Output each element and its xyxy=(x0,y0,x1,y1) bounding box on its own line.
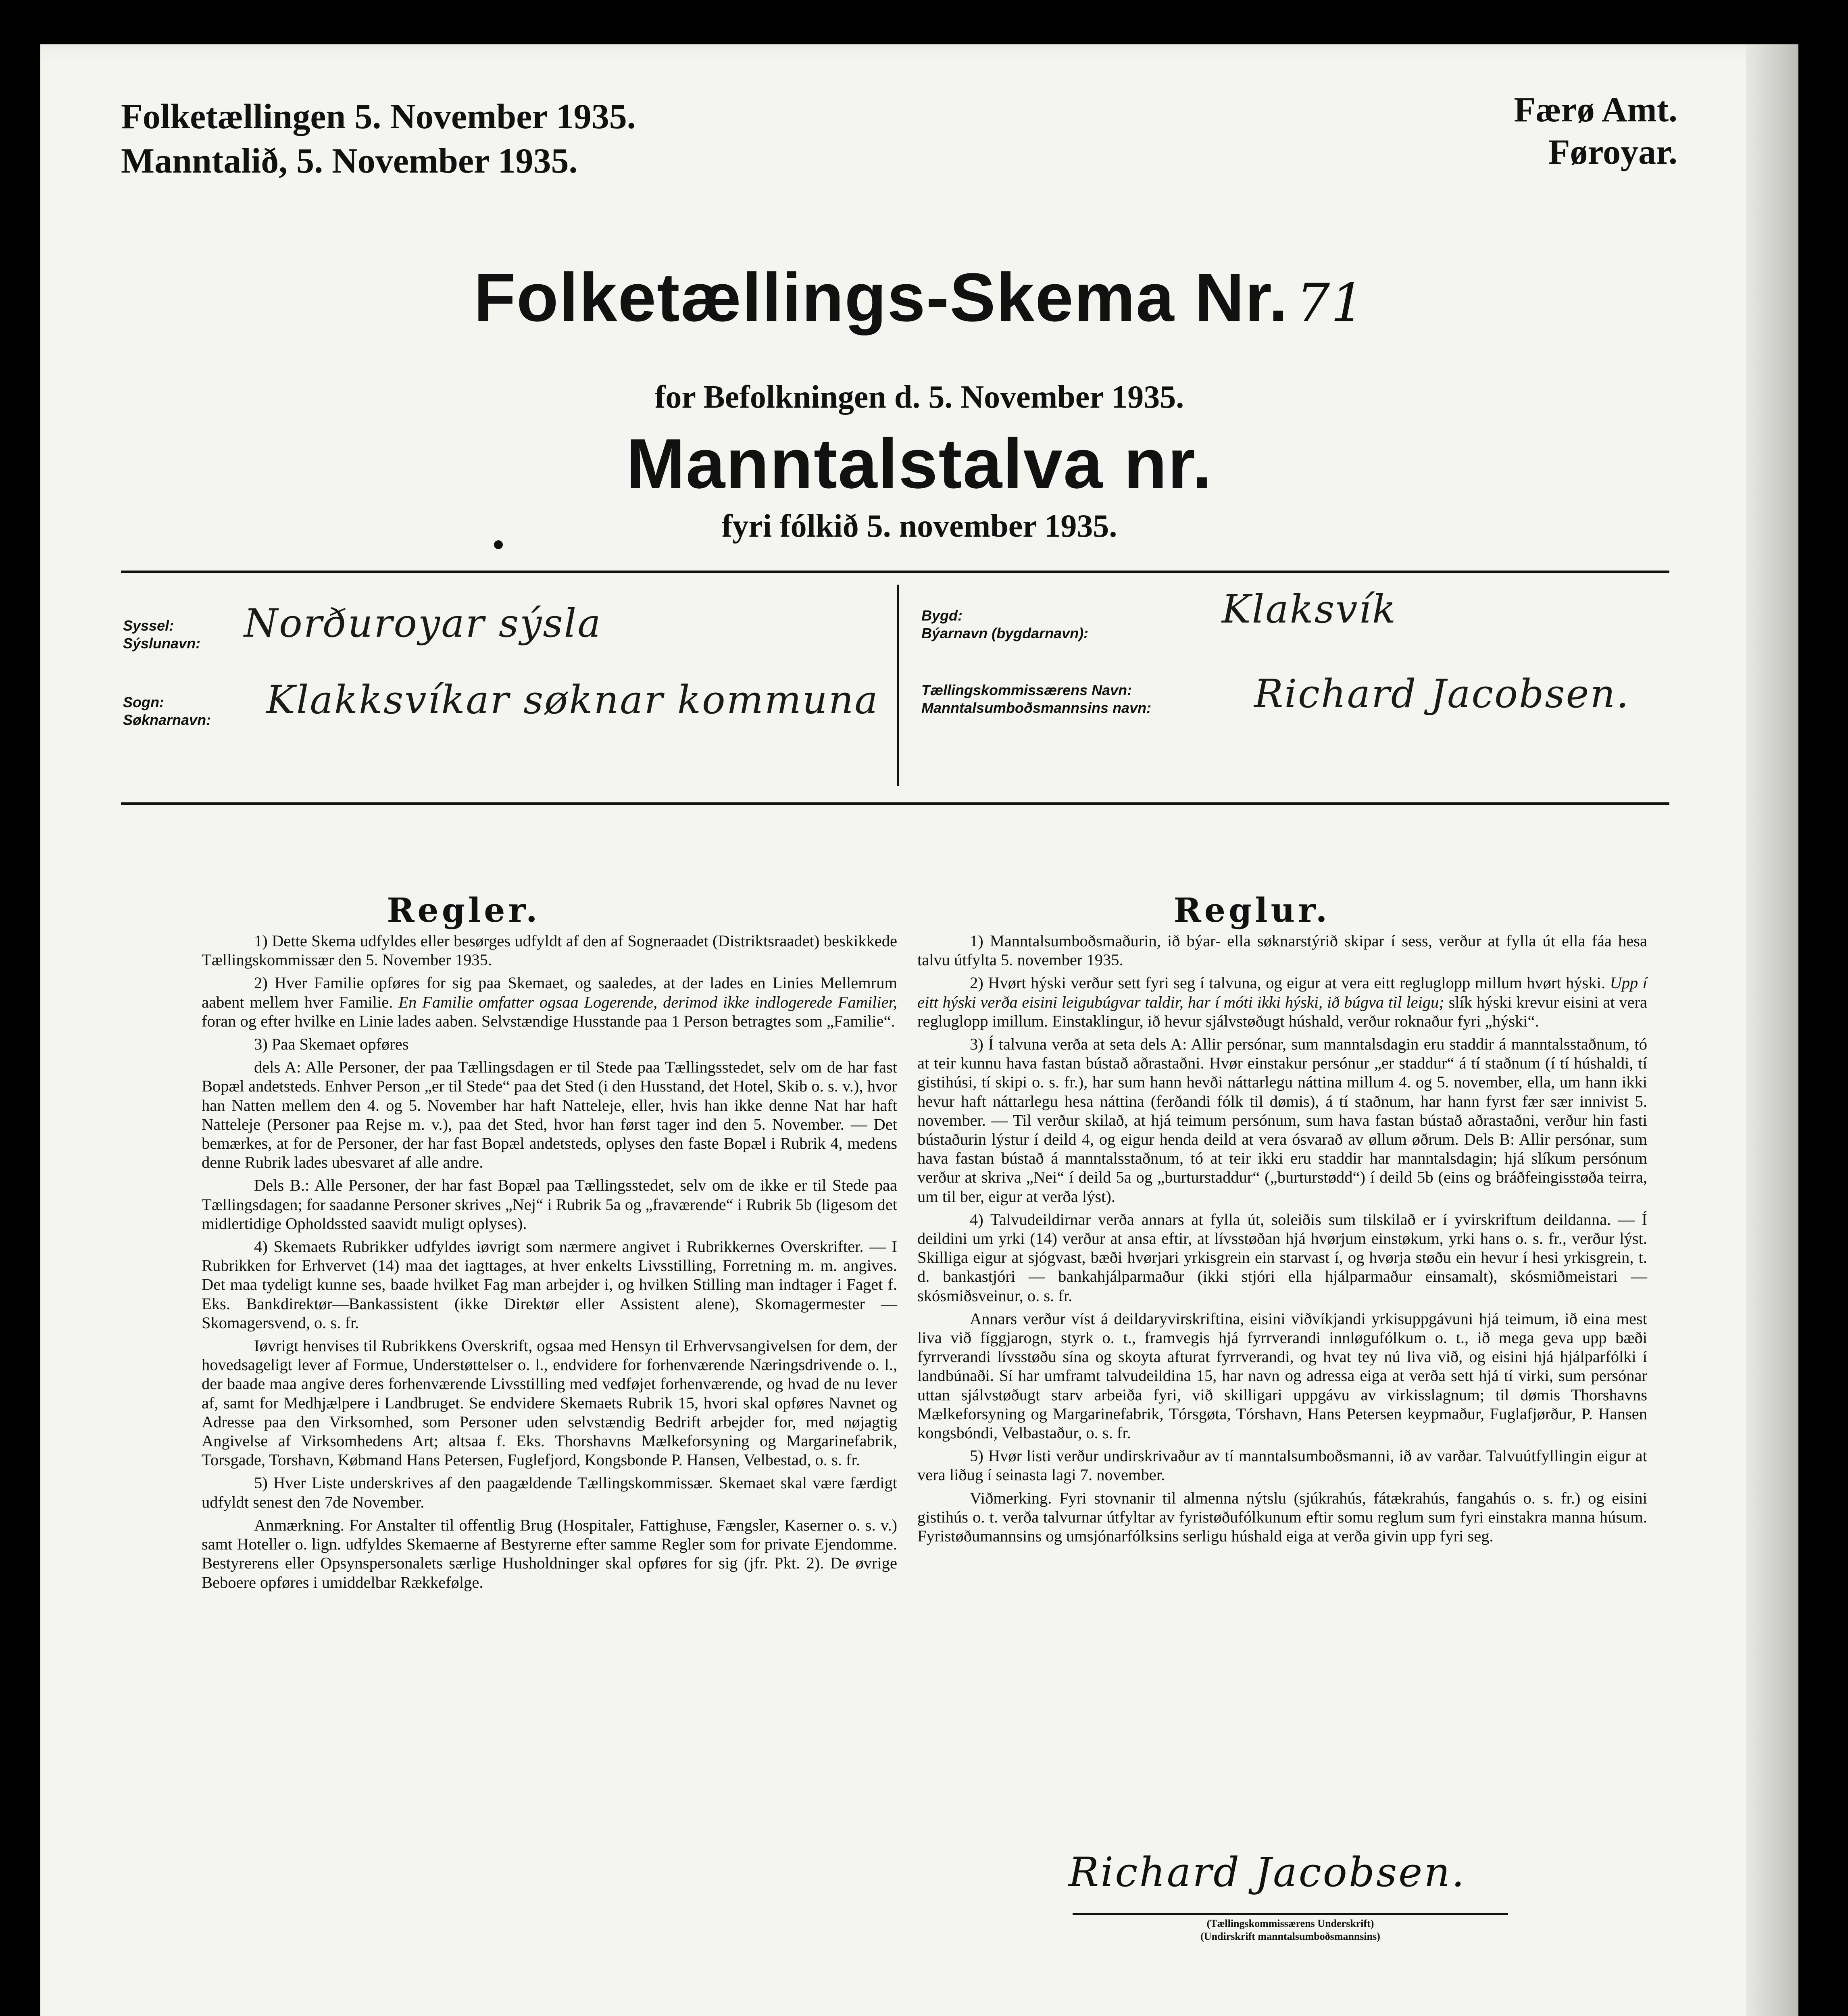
regler-p4: 4) Skemaets Rubrikker udfyldes iøvrigt som nærmere angivet i Rubrikkernes Overskrifter. — I Rubrikken for Erhvervet (14) maa det iagttages, at hver enkelts Livsstilling, Forretning m. m. angives. Det maa tydeligt kunne ses, baade hvilket Fag man arbejder i, og hvilken Stilling man indtager i Faget f. Eks. Bankdirektør—Bankassistent (ikke Direktør eller Assistent alene), Skomagermester — Skomagersvend, o. s. fr. xyxy=(202,1237,897,1332)
regler-p6: Anmærkning. For Anstalter til offentlig Brug (Hospitaler, Fattighuse, Fængsler, Kaserner o. s. v.) samt Hoteller o. lign. udfyldes Skemaerne af Bestyrerne efter samme Regler som for private Ejendomme. Bestyrerens eller Opsynspersonalets særlige Husholdninger skal opføres for sig (jfr. Pkt. 2). De øvrige Beboere opføres i umiddelbar Rækkefølge. xyxy=(202,1516,897,1591)
signature-handwritten: Richard Jacobsen. xyxy=(1069,1849,1466,1896)
sogn-label-fo: Søknarnavn: xyxy=(123,712,211,728)
reglur-p1: 1) Manntalsumboðsmaðurin, ið býar- ella søknarstýrið skipar í sess, verður at fylla út ella fáa hesa talvu útfylta 5. november 1935. xyxy=(917,932,1647,969)
header-right-line1: Færø Amt. xyxy=(1514,90,1677,129)
form-title-danish xyxy=(40,258,1798,337)
bygd-value: Klaksvík xyxy=(1222,587,1397,632)
regler-column xyxy=(202,931,897,1596)
sogn-label xyxy=(123,694,211,729)
reglur-p2a: 2) Hvørt hýski verður sett fyri seg í talvuna, og eigur at vera eitt regluglopp millum hvørt hýski. xyxy=(970,974,1606,992)
header-left xyxy=(121,95,636,183)
syssel-label-fo: Sýslunavn: xyxy=(123,635,201,652)
header-right xyxy=(1514,89,1677,173)
syssel-label-da: Syssel: xyxy=(123,617,174,634)
reglur-p2c: slík hýski krevur eisini at vera regluglopp imillum. Einstaklingur, ið hevur sjálvstøðugt húshald, verður roknaður fyri „hýski“. xyxy=(917,993,1648,1030)
signature-line xyxy=(1073,1913,1508,1915)
regler-p1: 1) Dette Skema udfyldes eller besørges udfyldt af den af Sogneraadet (Distriktsraadet) beskikkede Tællingskommissær den 5. November 1935. xyxy=(202,932,897,969)
census-form-page xyxy=(40,44,1798,2016)
kommissaer-label-fo: Manntalsumboðsmannsins navn: xyxy=(921,700,1152,716)
signature-caption xyxy=(1073,1917,1508,1943)
regler-p2a: 2) Hver Familie opføres for sig paa Skemaet, og saaledes, at der lades en Linies Mellemrum aabent mellem hver Familie. xyxy=(202,974,897,1011)
form-title-faroese: Manntalstalva nr. xyxy=(626,425,1213,503)
bygd-label-da: Bygd: xyxy=(921,607,963,624)
regler-heading: Regler. xyxy=(387,891,541,930)
header-left-line1: Folketællingen 5. November 1935. xyxy=(121,97,636,136)
header-right-line2: Føroyar. xyxy=(1548,133,1677,172)
regler-p4b: Iøvrigt henvises til Rubrikkens Overskrift, ogsaa med Hensyn til Erhvervsangivelsen for dem, der hovedsageligt lever af Formue, Understøttelser o. l., endvidere for forhenværende Næringsdrivende o. l., der baade maa angive deres forhenværende Livsstilling med vedføjet forhenværende, og hvad de nu lever af, samt for Medhjælpere i Landbruget. Se endvidere Skemaets Rubrik 15, hvori skal opføres Navnet og Adresse paa den Virksomhed, som Personer uden selvstændig Bedrift arbejder for, med nøjagtig Angivelse af Virksomhedens Art; altsaa f. Eks. Thorshavns Mælkeforsyning og Margarinefabrik, Torsgade, Torshavn, Købmand Hans Petersen, Fuglefjord, Kongsbonde P. Hansen, Velbestad, o. s. fr. xyxy=(202,1337,897,1469)
reglur-p2b: Upp í eitt hýski verða eisini leigubúgvar taldir, har í móti ikki hýski, ið búgva til leigu; xyxy=(917,974,1648,1011)
regler-p2 xyxy=(202,973,897,1031)
syssel-value: Norðuroyar sýsla xyxy=(244,601,602,646)
form-title-danish-text: Folketællings-Skema Nr. xyxy=(474,259,1289,336)
reglur-p4: 4) Talvudeildirnar verða annars at fylla út, soleiðis sum tilskilað er í yvirskriftum deildanna. — Í deildini um yrki (14) verður at ansa eftir, at lívsstøðan hjá hvørjum einstøkum, yrki hans o. s. fr., verður lýst. Skilliga eigur at sjógvast, bæði hvørjari yrkisgrein ein starvast í, og hvørja støðu ein hevur í hesi yrkisgrein, t. d. bankastjóri — bankahjálparmaður (ikki stjóri ella hjálparmaður einsamalt), skósmiðmeistari — skósmiðsveinur, o. s. fr. xyxy=(917,1210,1647,1305)
regler-p3a: dels A: Alle Personer, der paa Tællingsdagen er til Stede paa Tællingsstedet, selv om de har fast Bopæl andetsteds. Enhver Person „er til Stede“ paa det Sted (i den Husstand, det Hotel, Skib o. s. v.), hvor han Natten mellem den 4. og 5. November har haft Natteleje, eller, hvis han ikke denne Nat har haft Natteleje (Personer paa Rejse m. v.), paa det Sted, hvor han først tager ind den 5. November. — Det bemærkes, at for de Personer, der har fast Bopæl andetsteds, oplyses den faste Bopæl i Rubrik 4, medens denne Rubrik lades ubesvaret af alle andre. xyxy=(202,1058,897,1172)
reglur-p5: 5) Hvør listi verður undirskrivaður av tí manntalsumboðsmanni, ið av varðar. Talvuútfyllingin eigur at vera liðug í seinasta lagi 7. november. xyxy=(917,1447,1647,1484)
signature-caption-da: (Tællingskommissærens Underskrift) xyxy=(1206,1918,1374,1929)
sogn-label-da: Sogn: xyxy=(123,694,164,710)
kommissaer-value: Richard Jacobsen. xyxy=(1254,671,1630,716)
form-subtitle-danish: for Befolkningen d. 5. November 1935. xyxy=(654,379,1184,415)
form-number-handwritten: 71 xyxy=(1296,272,1365,333)
reglur-p3a: 3) Í talvuna verða at seta dels A: Allir persónar, sum manntalsdagin eru staddir á manntalsstaðnum, tó at teir kunnu hava fastan bústað aðrastaðni. Hvør einstakur persónur „er staddur“ á tí staðnum (í tí húshaldi, tí gistihúsi, tí skipi o. s. fr.), har sum hann hevði náttarlegu náttina millum 4. og 5. november, ella, um hann ikki hevur haft náttarlegu hesa náttina (ferðandi fólk til dømis), á tí staðnum, har hann fyrst fær sær innivist 5. november. — Til verður skilað, at hjá teimum persónum, sum hava fastan bústað aðrastaðni, verður hin fasti bústaðurin lýstur í deild 4, og eigur henda deild at vera ósvarað av øllum øðrum. Dels B: Allir persónar, sum hava fastan bústað á manntalsstaðnum, tó at teir ikki eru staddir har manntalsdagin; hjá slíkum persónum verður at skriva „Nei“ í deild 5a og „burturstaddur“ („burturstødd“) í deild 5b (eins og bráðfeingisstøða teirra, um til ber, eigur at verða lýst). xyxy=(917,1035,1647,1206)
reglur-heading: Reglur. xyxy=(1173,891,1331,930)
fields-bottom-rule xyxy=(121,802,1669,805)
reglur-p2 xyxy=(917,973,1647,1031)
signature-caption-fo: (Undirskrift manntalsumboðsmannsins) xyxy=(1200,1931,1380,1942)
reglur-p6: Viðmerking. Fyri stovnanir til almenna nýtslu (sjúkrahús, fátækrahús, fangahús o. s. fr.) og eisini gistihús o. t. verða talvurnar útfyltar av fyristøðufólkunum eftir somu reglum sum fyri einstakra manna húsum. Fyristøðumannsins og umsjónarfólksins serligu húshald eiga at verða givin upp fyri seg. xyxy=(917,1489,1647,1545)
regler-p3: 3) Paa Skemaet opføres xyxy=(254,1035,409,1054)
fields-top-rule xyxy=(121,571,1669,573)
page-edge-shadow xyxy=(1746,44,1798,2016)
syssel-label xyxy=(123,617,200,652)
regler-p5: 5) Hver Liste underskrives af den paagældende Tællingskommissær. Skemaet skal være færdigt udfyldt senest den 7de November. xyxy=(202,1474,897,1511)
reglur-p4b: Annars verður víst á deildaryvirskriftina, eisini viðvíkjandi yrkisuppgávuni hjá teimum, ið eina mest liva við fíggjarogn, styrk o. t., framvegis hjá fyrrverandi innløgufólkum o. t., ið mega geva upp bæði fyrrverandi lívsstøðu sína og skoyta afturat fyrrverandi, og hvat tey nú liva við, og eisini hjá hjálparfólki í landbúnaði. Sí har umframt talvudeildina 15, har navn og adressa eiga at verða sett hjá tí virki, sum persónar uttan sjálvstøðugt starv arbeiða fyri, við skilligari uppgávu av virkisslagnum; til dømis Thorshavns Mælkeforsyning og Margarinefabrik, Tórsgøta, Tórshavn, Hans Petersen keypmaður, Fuglafjørður, P. Hansen kongsbóndi, Velbastaður, o. s. fr. xyxy=(917,1309,1647,1442)
sogn-value: Klakksvíkar søknar kommuna xyxy=(266,677,879,723)
bygd-label xyxy=(921,607,1088,642)
kommissaer-label xyxy=(921,681,1151,717)
regler-p3b: Dels B.: Alle Personer, der har fast Bopæl paa Tællingsstedet, selv om de ikke er til Stede paa Tællingsdagen; for saadanne Personer skrives „Nej“ i Rubrik 5a og „fraværende“ i Rubrik 5b (ligesom det midlertidige Opholdssted saavidt muligt oplyses). xyxy=(202,1176,897,1233)
regler-p2c: foran og efter hvilke en Linie lades aaben. Selvstændige Husstande paa 1 Person betragtes som „Familie“. xyxy=(202,1012,895,1030)
header-left-line2: Manntalið, 5. November 1935. xyxy=(121,142,578,181)
kommissaer-label-da: Tællingskommissærens Navn: xyxy=(921,682,1132,698)
regler-p2b: En Familie omfatter ogsaa Logerende, derimod ikke indlogerede Familier, xyxy=(398,993,897,1011)
bygd-label-fo: Býarnavn (bygdarnavn): xyxy=(921,625,1089,641)
reglur-column xyxy=(917,931,1647,1549)
fields-divider xyxy=(897,585,899,786)
ink-dot xyxy=(494,540,503,549)
form-subtitle-faroese: fyri fólkið 5. november 1935. xyxy=(721,508,1117,544)
